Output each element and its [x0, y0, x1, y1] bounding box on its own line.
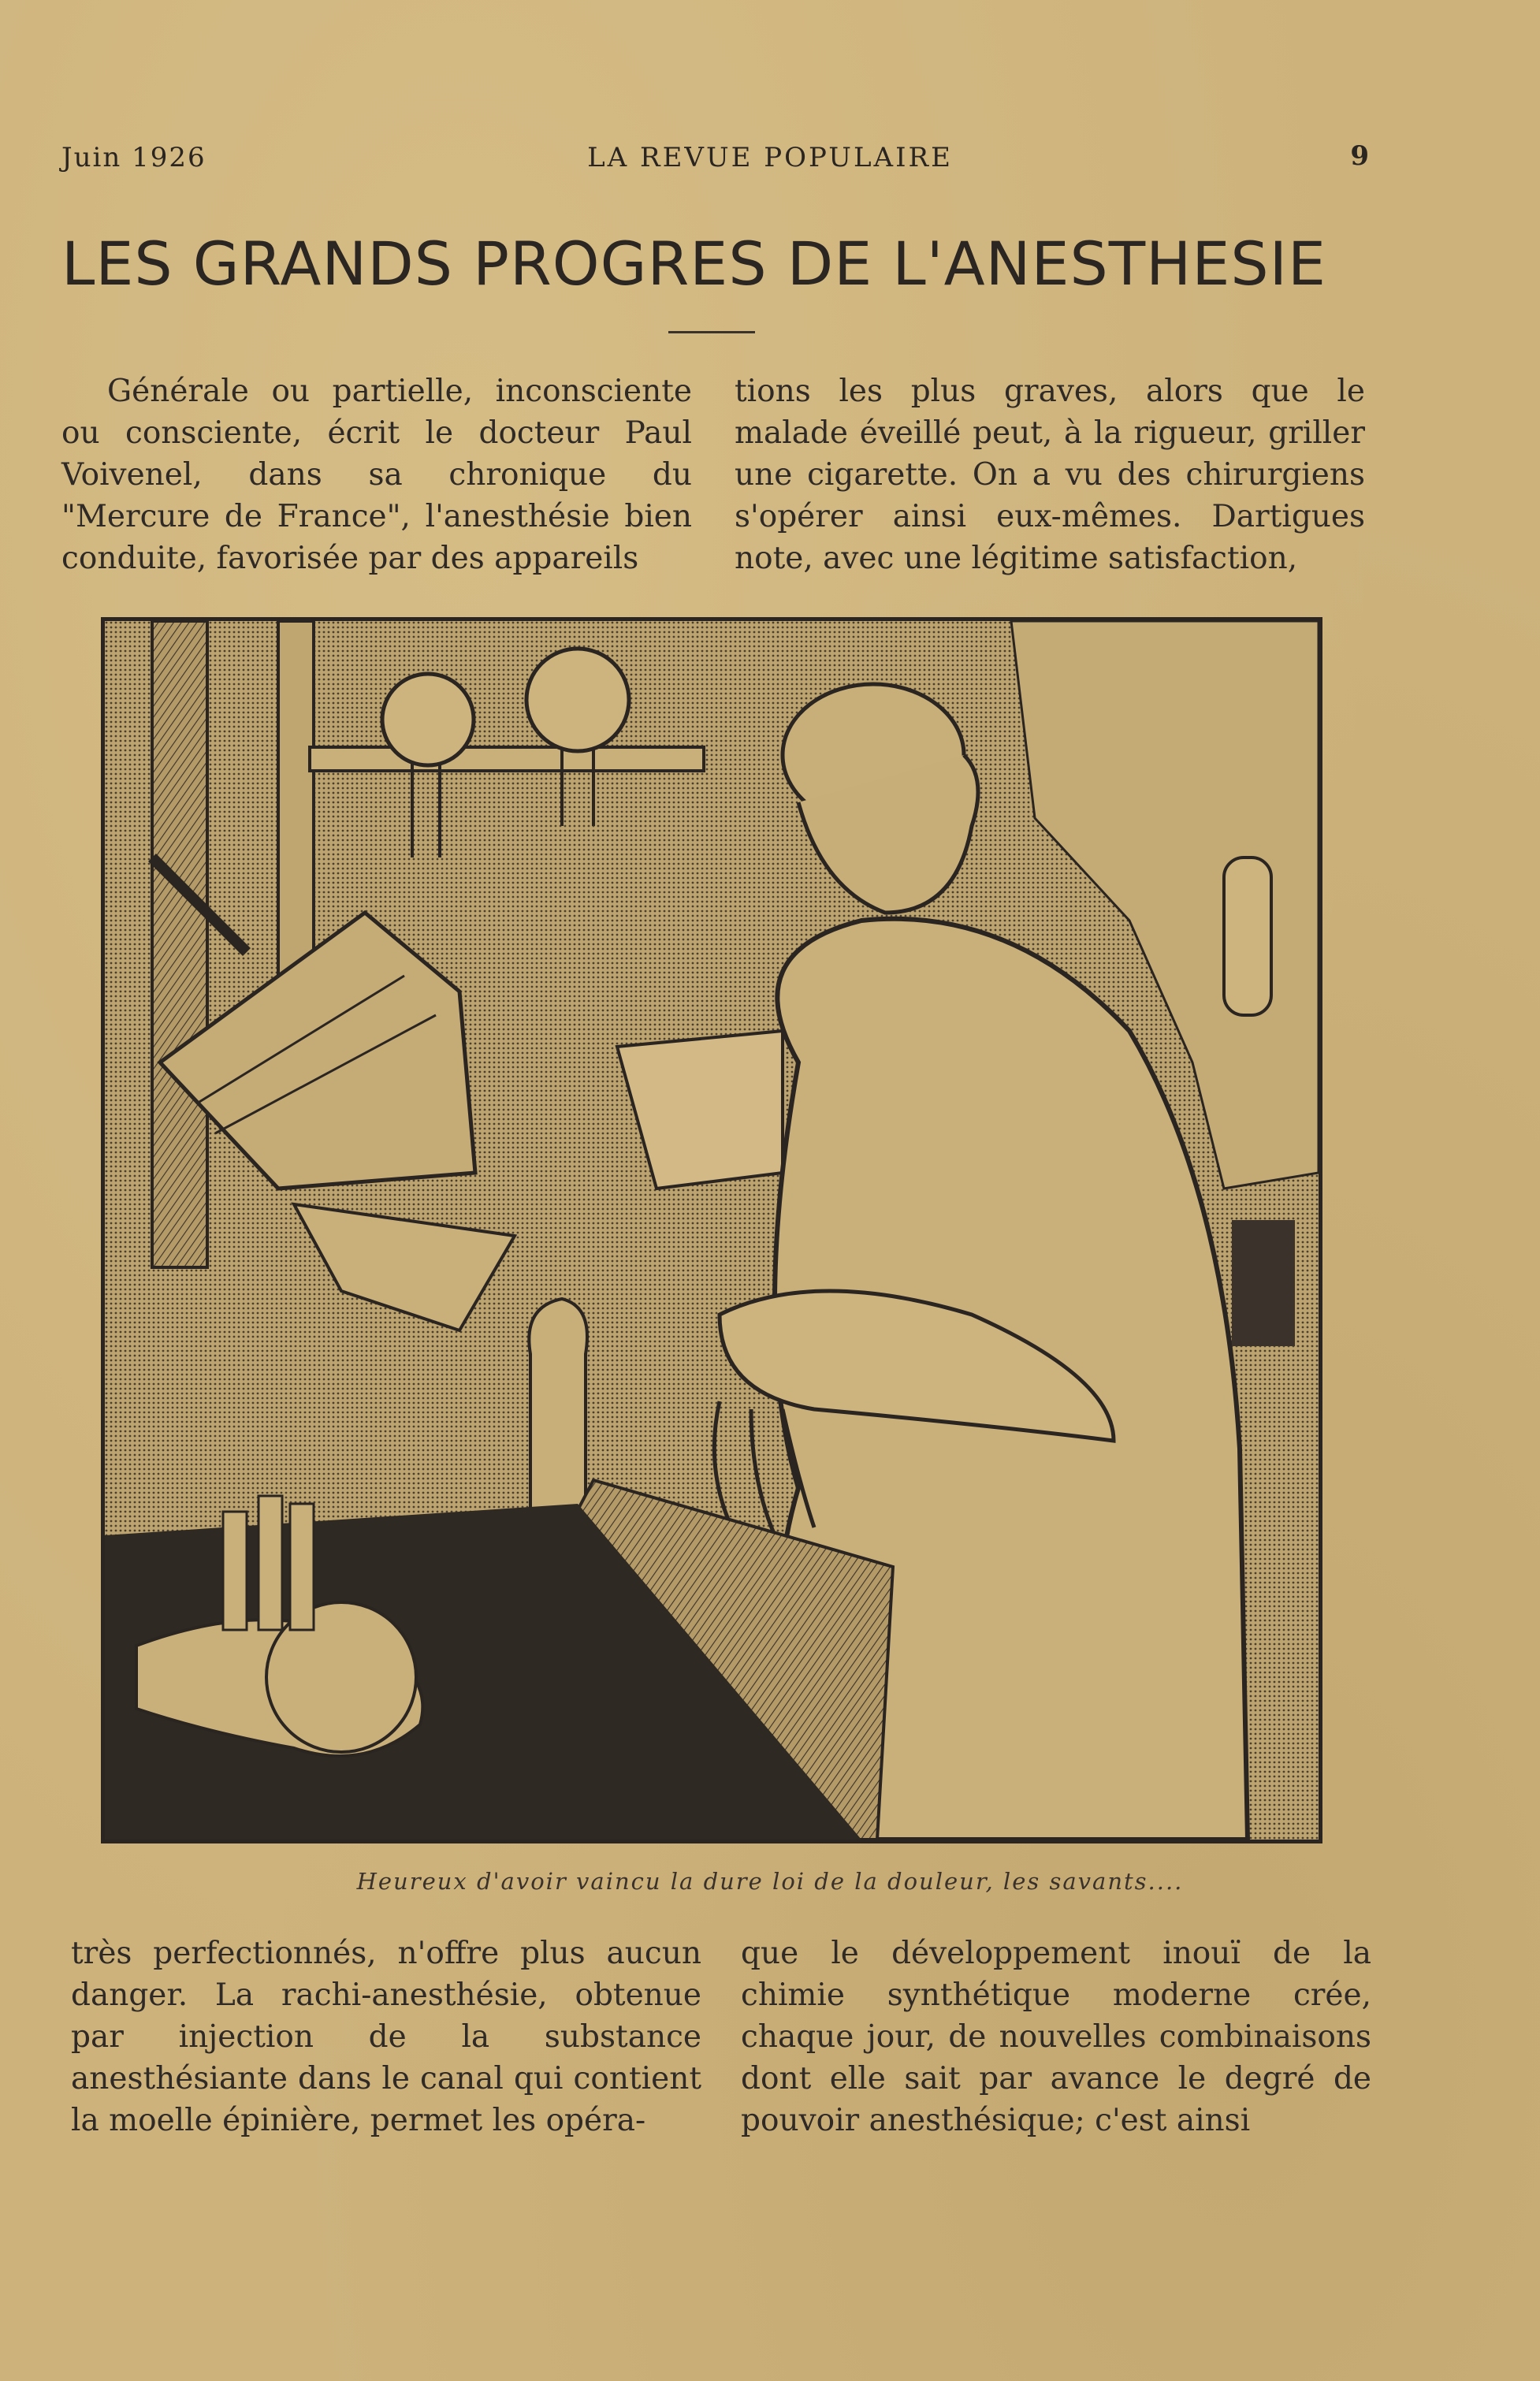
running-header: [0, 142, 1540, 181]
engraving-illustration: [105, 621, 1319, 1840]
publication-name: LA REVUE POPULAIRE: [587, 142, 953, 173]
issue-date: Juin 1926: [61, 142, 206, 173]
figure-caption: Heureux d'avoir vaincu la dure loi de la douleur, les savants....: [356, 1868, 1184, 1895]
paragraph: tions les plus graves, alors que le malade éveillé peut, à la rigueur, griller une cigarette. On a vu des chirurgiens s'opérer ainsi eux-mêmes. Dartigues note, avec une légitime satisfaction,: [735, 374, 1365, 576]
column-left-top: [61, 370, 692, 579]
column-right-top: [735, 370, 1365, 579]
paragraph: que le développement inouï de la chimie synthétique moderne crée, chaque jour, de nouvelles combinaisons dont elle sait par avance le degré de pouvoir anesthésique; c'est ainsi: [741, 1936, 1371, 2138]
title-divider: [668, 331, 755, 333]
column-left-bottom: [71, 1933, 701, 2141]
column-right-bottom: [741, 1933, 1371, 2141]
illustration-surgeon-anesthesia: [101, 617, 1322, 1843]
paragraph: Générale ou partielle, inconsciente ou consciente, écrit le docteur Paul Voivenel, dans sa chronique du "Mercure de France", l'anesthésie bien conduite, favorisée par des appareils: [61, 374, 692, 576]
article-title: LES GRANDS PROGRES DE L'ANESTHESIE: [61, 229, 1327, 299]
page-number: 9: [1350, 140, 1371, 172]
paragraph: très perfectionnés, n'offre plus aucun danger. La rachi-anesthésie, obtenue par injection de la substance anesthésiante dans le canal qui contient la moelle épinière, permet les opéra-: [71, 1936, 701, 2138]
